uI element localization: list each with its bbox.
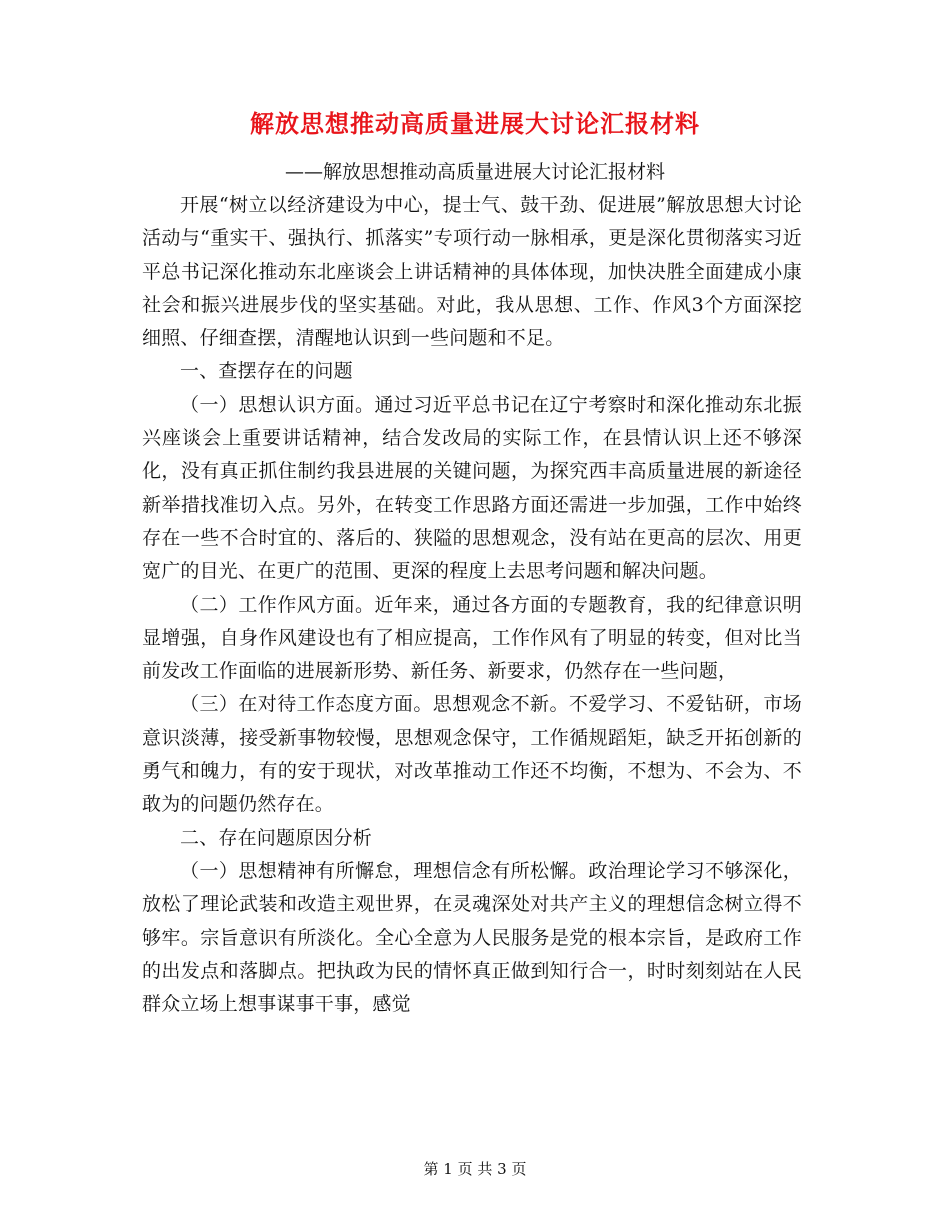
page-number-footer: 第 1 页 共 3 页 [423,1160,527,1178]
document-title: 解放思想推动高质量进展大讨论汇报材料 [250,109,700,138]
document-body [142,189,802,1021]
paragraph-intro: 开展“树立以经济建设为中心，提士气、鼓干劲、促进展”解放思想大讨论活动与“重实干、强执行、抓落实”专项行动一脉相承，更是深化贯彻落实习近平总书记深化推动东北座谈会上讲话精神的具体体现，加快决胜全面建成小康社会和振兴进展步伐的坚实基础。对此，我从思想、工作、作风3个方面深挖细照、仔细查摆，清醒地认识到一些问题和不足。 [142,194,802,350]
section-heading-causes: 二、存在问题原因分析 [180,826,373,849]
paragraph-causes-spirit: （一）思想精神有所懈怠，理想信念有所松懈。政治理论学习不够深化，放松了理论武装和改造主观世界，在灵魂深处对共产主义的理想信念树立得不够牢。宗旨意识有所淡化。全心全意为人民服务是党的根本宗旨，是政府工作的出发点和落脚点。把执政为民的情怀真正做到知行合一，时时刻刻站在人民群众立场上想事谋事干事，感觉 [142,859,802,1016]
section-heading-problems: 一、查摆存在的问题 [180,360,353,383]
paragraph-thinking: （一）思想认识方面。通过习近平总书记在辽宁考察时和深化推动东北振兴座谈会上重要讲话精神，结合发改局的实际工作，在县情认识上还不够深化，没有真正抓住制约我县进展的关键问题，为探究西丰高质量进展的新途径新举措找准切入点。另外，在转变工作思路方面还需进一步加强，工作中始终存在一些不合时宜的、落后的、狭隘的思想观念，没有站在更高的层次、用更宽广的目光、在更广的范围、更深的程度上去思考问题和解决问题。 [142,393,802,583]
paragraph-work-style: （二）工作作风方面。近年来，通过各方面的专题教育，我的纪律意识明显增强，自身作风建设也有了相应提高，工作作风有了明显的转变，但对比当前发改工作面临的进展新形势、新任务、新要求，仍然存在一些问题， [142,593,802,683]
document-subtitle: ——解放思想推动高质量进展大讨论汇报材料 [284,161,665,183]
paragraph-work-attitude: （三）在对待工作态度方面。思想观念不新。不爱学习、不爱钻研，市场意识淡薄，接受新事物较慢，思想观念保守，工作循规蹈矩，缺乏开拓创新的勇气和魄力，有的安于现状，对改革推动工作还不均衡，不想为、不会为、不敢为的问题仍然存在。 [142,693,802,816]
